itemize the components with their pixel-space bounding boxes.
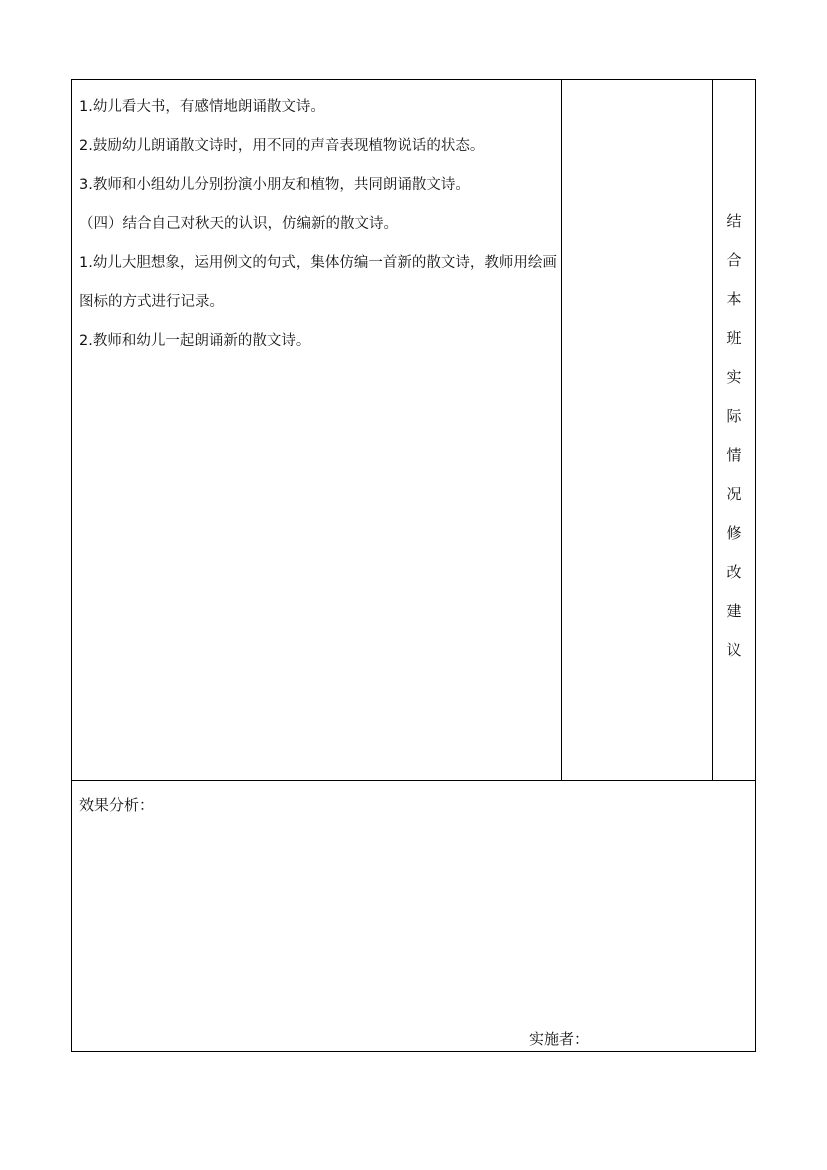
side-note-char: 合 (726, 251, 742, 269)
side-note-char: 情 (726, 446, 742, 464)
activity-step: 2.鼓励幼儿朗诵散文诗时，用不同的声音表现植物说话的状态。 (79, 138, 485, 154)
side-note-char: 况 (726, 485, 742, 503)
side-note-char: 本 (726, 290, 742, 308)
side-note-char: 修 (726, 524, 742, 542)
activity-section-heading: （四）结合自己对秋天的认识，仿编新的散文诗。 (79, 216, 398, 232)
row-divider-effect (71, 780, 756, 781)
side-note-char: 班 (726, 329, 742, 347)
column-divider-notes (561, 79, 562, 780)
activity-step: 2.教师和幼儿一起朗诵新的散文诗。 (79, 333, 311, 349)
modification-suggestion-column (713, 202, 755, 670)
side-note-char: 实 (726, 368, 742, 386)
effect-analysis-label: 效果分析： (79, 796, 155, 814)
implementer-label: 实施者： (529, 1030, 590, 1048)
side-note-char: 议 (726, 641, 742, 659)
side-note-char: 际 (726, 407, 742, 425)
side-note-char: 建 (726, 602, 742, 620)
activity-step: 1.幼儿看大书，有感情地朗诵散文诗。 (79, 99, 325, 115)
side-note-char: 改 (726, 563, 742, 581)
side-note-char: 结 (726, 212, 742, 230)
activity-step: 3.教师和小组幼儿分别扮演小朋友和植物，共同朗诵散文诗。 (79, 177, 470, 193)
activity-steps-list (79, 88, 557, 361)
activity-step: 1.幼儿大胆想象，运用例文的句式，集体仿编一首新的散文诗，教师用绘画图标的方式进行记录。 (79, 255, 557, 310)
